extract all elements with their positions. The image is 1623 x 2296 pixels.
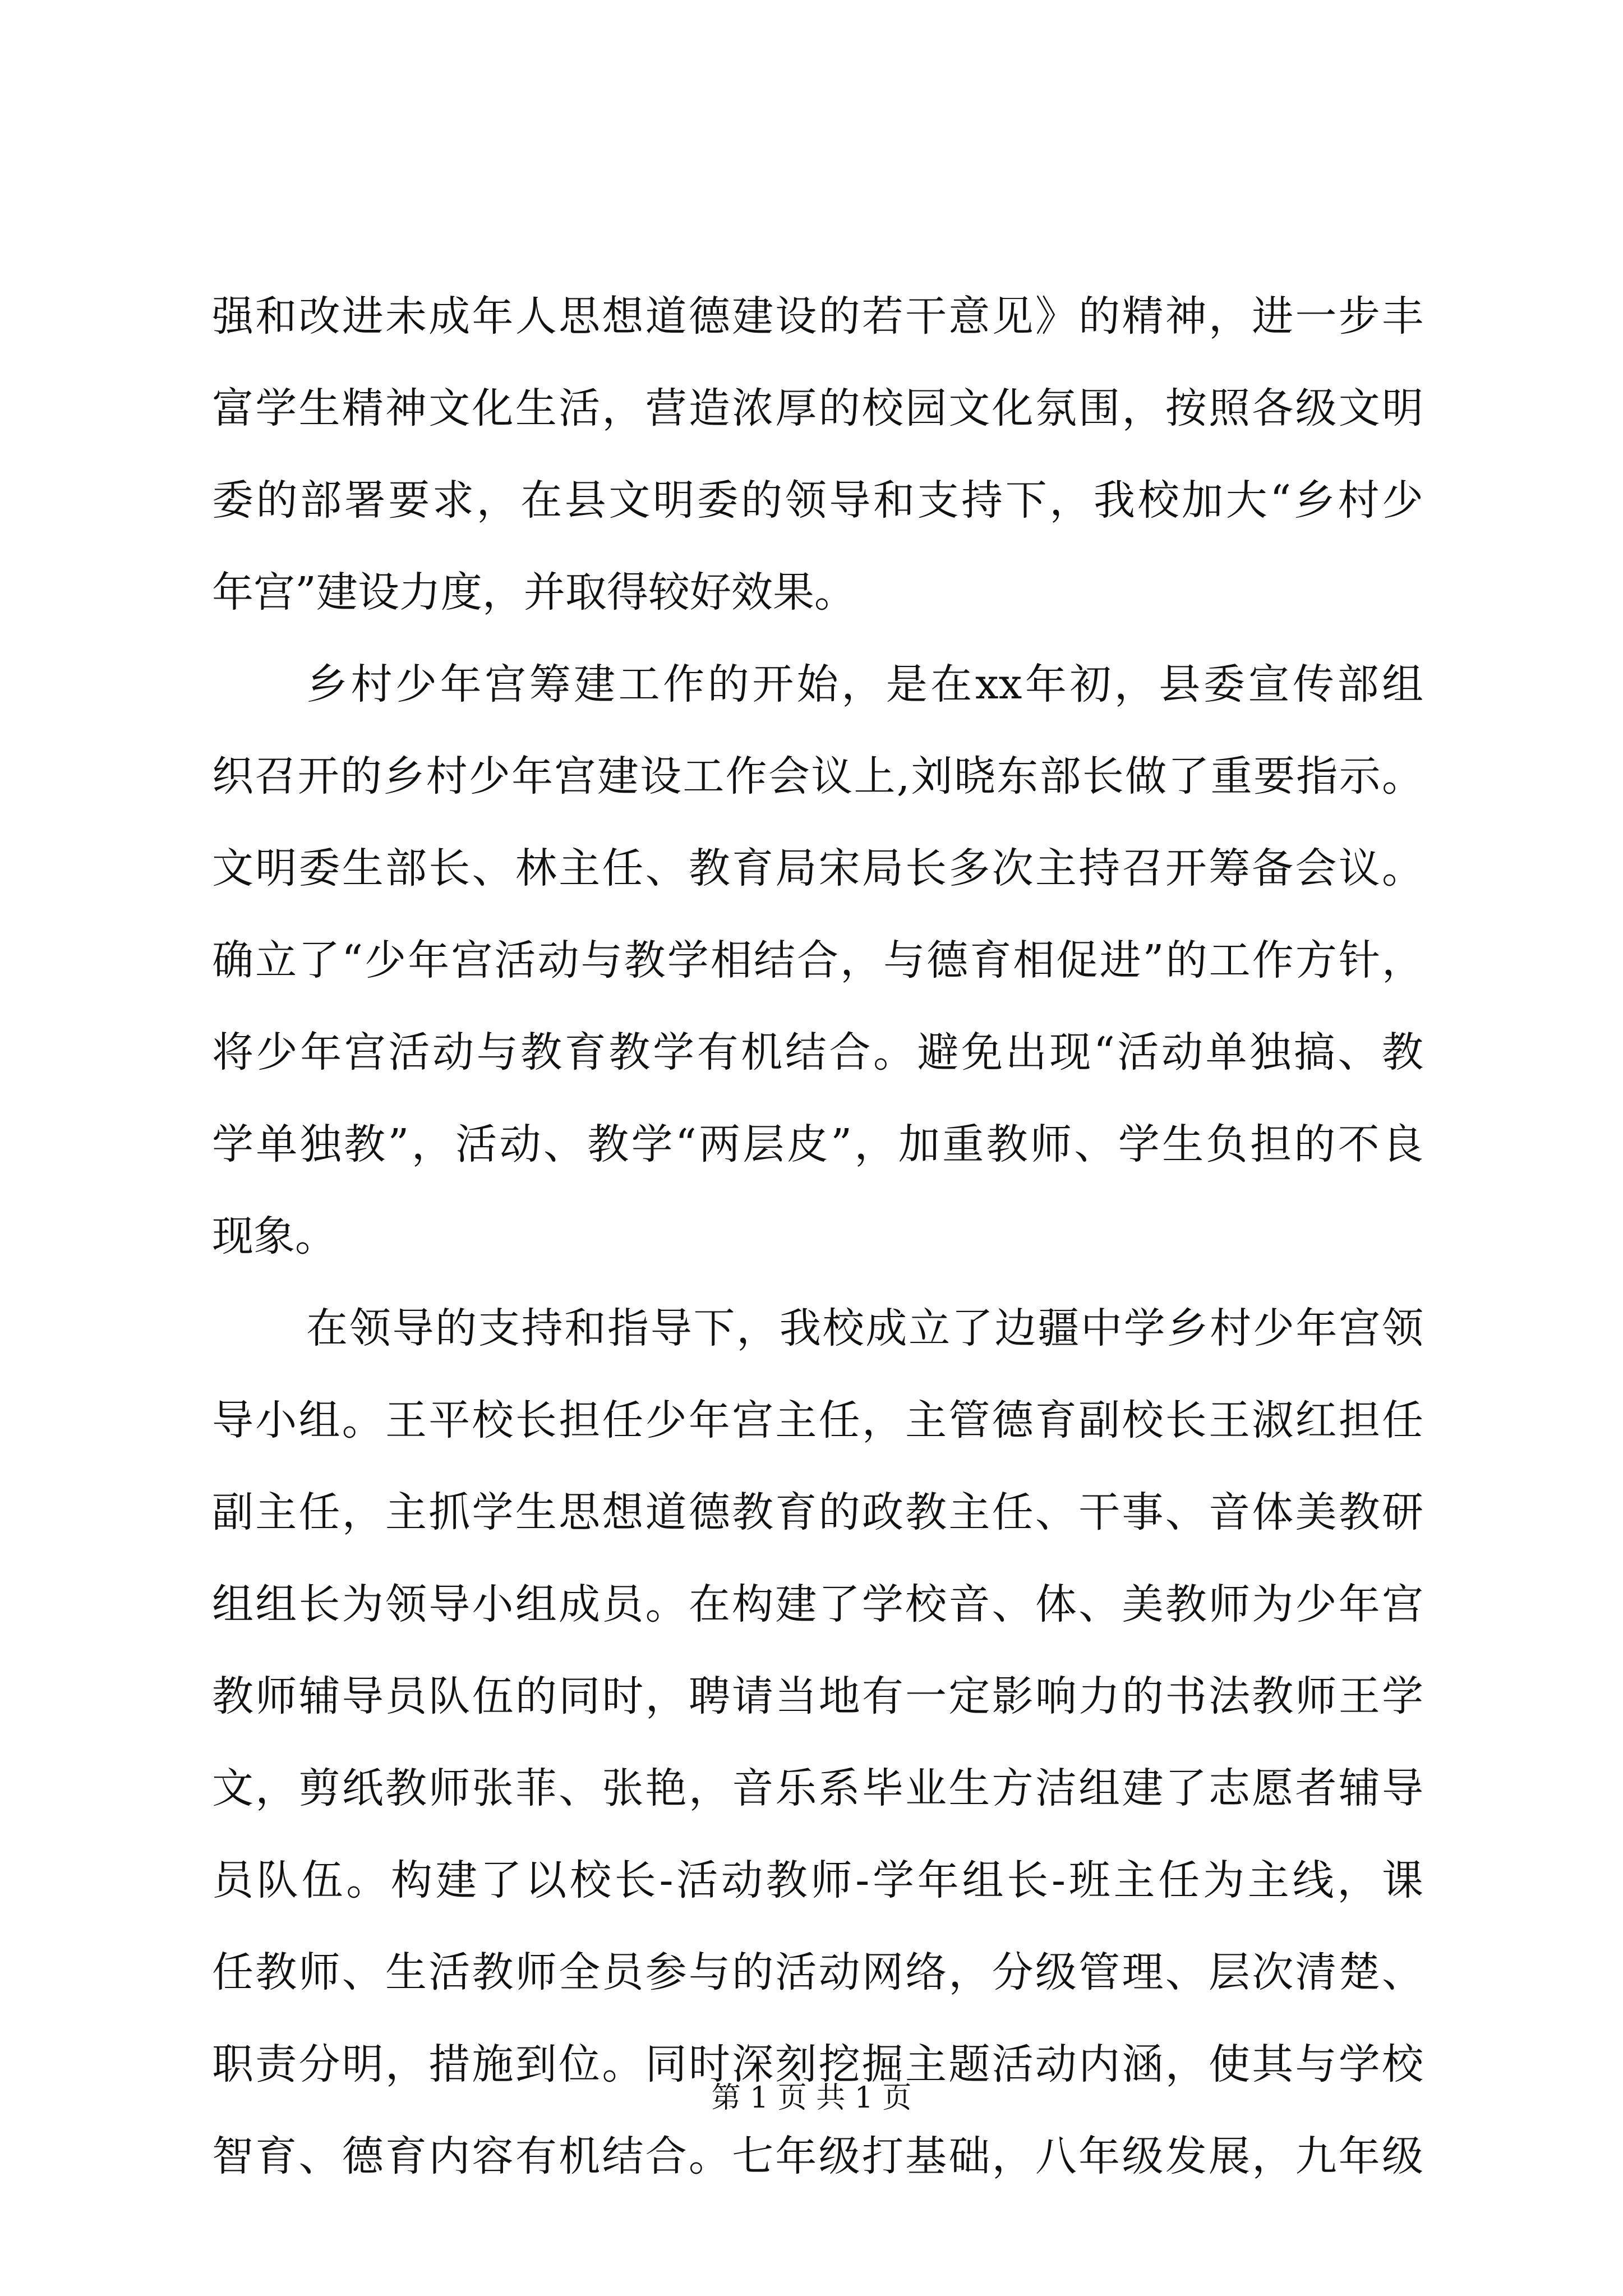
page-number-label: 第 1 页 共 1 页 [711,2081,912,2115]
text-line: 文，剪纸教师张菲、张艳，音乐系毕业生方洁组建了志愿者辅导 [212,1764,1423,1812]
text-line: 智育、德育内容有机结合。七年级打基础，八年级发展，九年级 [212,2132,1423,2180]
text-line: 年宫”建设力度，并取得较好效果。 [212,568,856,616]
text-line: 乡村少年宫筹建工作的开始，是在xx年初，县委宣传部组 [306,660,1423,708]
text-line: 学单独教”，活动、教学“两层皮”，加重教师、学生负担的不良 [212,1120,1423,1168]
text-line: 职责分明，措施到位。同时深刻挖掘主题活动内涵，使其与学校 [212,2040,1423,2088]
text-line: 确立了“少年宫活动与教学相结合，与德育相促进”的工作方针， [212,936,1423,984]
text-line: 将少年宫活动与教育教学有机结合。避免出现“活动单独搞、教 [212,1028,1423,1076]
body-text [212,270,1423,2202]
page-footer [0,2076,1623,2120]
text-line: 委的部署要求，在县文明委的领导和支持下，我校加大“乡村少 [212,476,1423,524]
text-line: 强和改进未成年人思想道德建设的若干意见》的精神，进一步丰 [212,292,1423,341]
text-line: 任教师、生活教师全员参与的活动网络，分级管理、层次清楚、 [212,1948,1423,1996]
text-line: 组组长为领导小组成员。在构建了学校音、体、美教师为少年宫 [212,1580,1423,1628]
text-line: 富学生精神文化生活，营造浓厚的校园文化氛围，按照各级文明 [212,384,1423,432]
text-line: 织召开的乡村少年宫建设工作会议上,刘晓东部长做了重要指示。 [212,752,1423,800]
text-line: 教师辅导员队伍的同时，聘请当地有一定影响力的书法教师王学 [212,1672,1423,1720]
text-line: 员队伍。构建了以校长-活动教师-学年组长-班主任为主线，课 [212,1856,1423,1904]
text-line: 在领导的支持和指导下，我校成立了边疆中学乡村少年宫领 [306,1304,1423,1352]
text-line: 副主任，主抓学生思想道德教育的政教主任、干事、音体美教研 [212,1488,1423,1536]
text-line: 现象。 [212,1212,336,1260]
text-line: 文明委生部长、林主任、教育局宋局长多次主持召开筹备会议。 [212,844,1423,892]
text-line: 导小组。王平校长担任少年宫主任，主管德育副校长王淑红担任 [212,1396,1423,1444]
